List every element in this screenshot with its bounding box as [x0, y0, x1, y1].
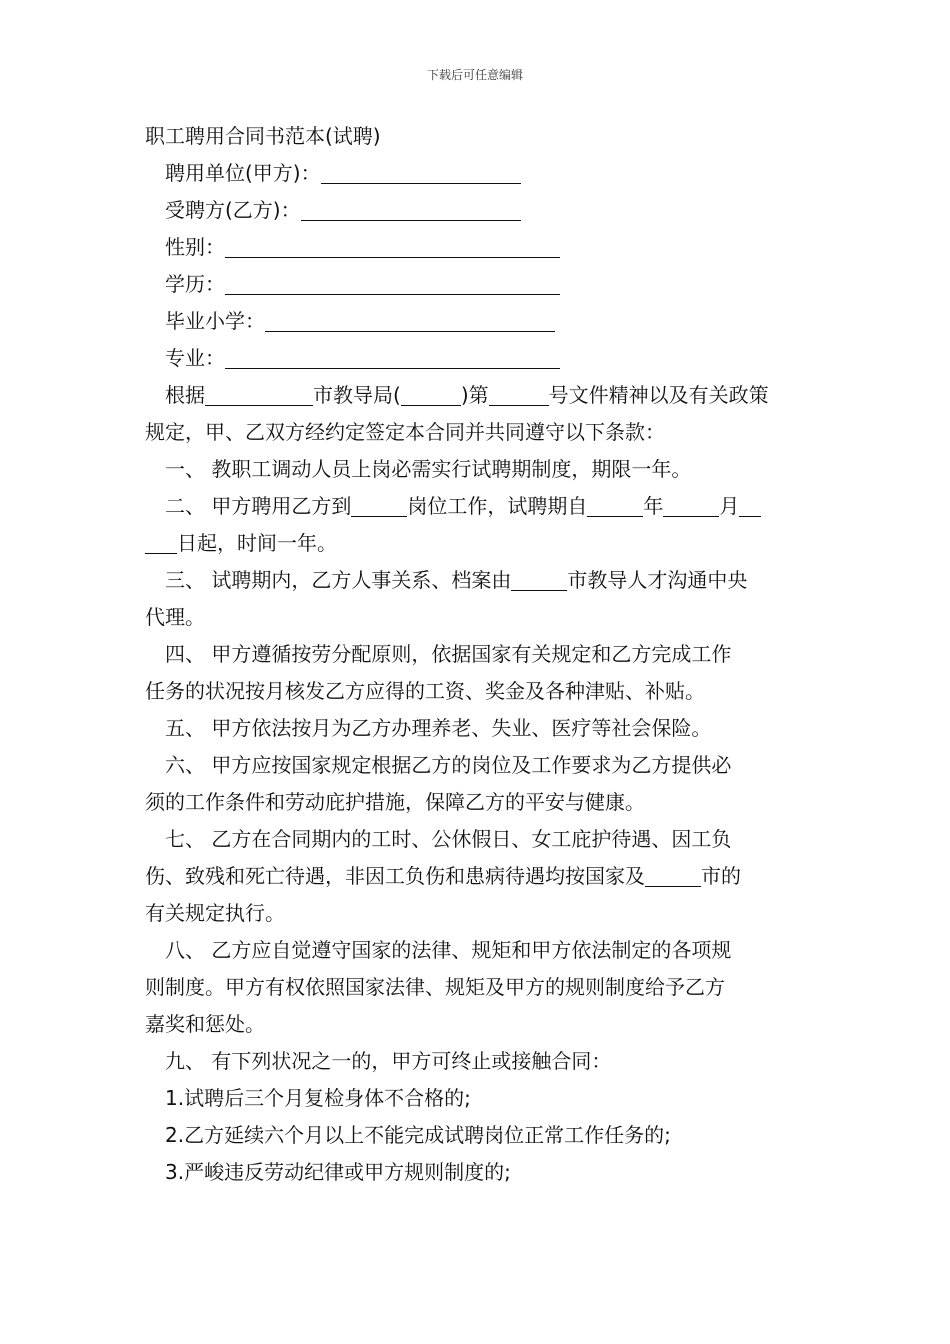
clause-3: 三、 试聘期内，乙方人事关系、档案由 市教导人才沟通中央 代理。	[145, 568, 748, 629]
field-school	[145, 303, 810, 340]
field-major	[145, 340, 810, 377]
blank-line	[663, 494, 719, 517]
clause-5: 五、 甲方依法按月为乙方办理养老、失业、医疗等社会保险。	[165, 716, 712, 740]
blank-line	[351, 494, 407, 517]
clause-6: 六、 甲方应按国家规定根据乙方的岗位及工作要求为乙方提供必 须的工作条件和劳动庇护措施，保障乙方的平安与健康。	[145, 753, 732, 814]
blank-line	[225, 272, 560, 295]
blank-line	[511, 568, 567, 591]
blank-line	[587, 494, 643, 517]
field-employee	[145, 192, 810, 229]
blank-line	[205, 383, 313, 406]
clause-9: 九、 有下列状况之一的，甲方可终止或接触合同： 1.试聘后三个月复检身体不合格的; 2.乙方延续六个月以上不能完成试聘岗位正常工作任务的; 3.严峻违反劳动纪律或甲方规则制度的;	[145, 1043, 810, 1191]
blank-line	[265, 309, 555, 332]
clause-2: 二、 甲方聘用乙方到 岗位工作，试聘期自 年 月 日起，时间一年。	[145, 488, 810, 562]
list-item: 3.严峻违反劳动纪律或甲方规则制度的;	[165, 1160, 511, 1184]
field-education	[145, 266, 810, 303]
blank-line	[739, 494, 761, 517]
clause-8: 八、 乙方应自觉遵守国家的法律、规矩和甲方依法制定的各项规 则制度。甲方有权依照国家法律、规矩及甲方的规则制度给予乙方 嘉奖和惩处。	[145, 938, 732, 1036]
field-employer	[145, 155, 810, 192]
clause-7: 七、 乙方在合同期内的工时、公休假日、女工庇护待遇、因工负 伤、致残和死亡待遇，非因工负伤和患病待遇均按国家及 市的 有关规定执行。	[145, 827, 741, 925]
list-item: 2.乙方延续六个月以上不能完成试聘岗位正常工作任务的;	[165, 1123, 671, 1147]
field-label: 聘用单位(甲方)：	[165, 161, 321, 185]
document-title: 职工聘用合同书范本(试聘)	[145, 124, 381, 148]
preamble: 根据 市教导局( )第 号文件精神以及有关政策 规定，甲、乙双方经约定签定本合同并共同遵守以下条款：	[145, 383, 769, 444]
field-label: 学历：	[165, 272, 225, 296]
blank-line	[489, 383, 549, 406]
blank-line	[301, 198, 521, 221]
field-label: 性别：	[165, 235, 225, 259]
field-label: 受聘方(乙方)：	[165, 198, 301, 222]
blank-line	[321, 161, 521, 184]
clause-4: 四、 甲方遵循按劳分配原则，依据国家有关规定和乙方完成工作 任务的状况按月核发乙方应得的工资、奖金及各种津贴、补贴。	[145, 642, 732, 703]
contract-body	[145, 118, 810, 1191]
blank-line	[401, 383, 461, 406]
blank-line	[145, 531, 177, 554]
header-note: 下载后可任意编辑	[426, 68, 523, 82]
field-label: 专业：	[165, 346, 225, 370]
list-item: 1.试聘后三个月复检身体不合格的;	[165, 1086, 471, 1110]
blank-line	[225, 235, 560, 258]
blank-line	[225, 346, 560, 369]
clause-1: 一、 教职工调动人员上岗必需实行试聘期制度，期限一年。	[165, 457, 692, 481]
field-gender	[145, 229, 810, 266]
field-label: 毕业小学：	[165, 309, 265, 333]
blank-line	[645, 864, 701, 887]
